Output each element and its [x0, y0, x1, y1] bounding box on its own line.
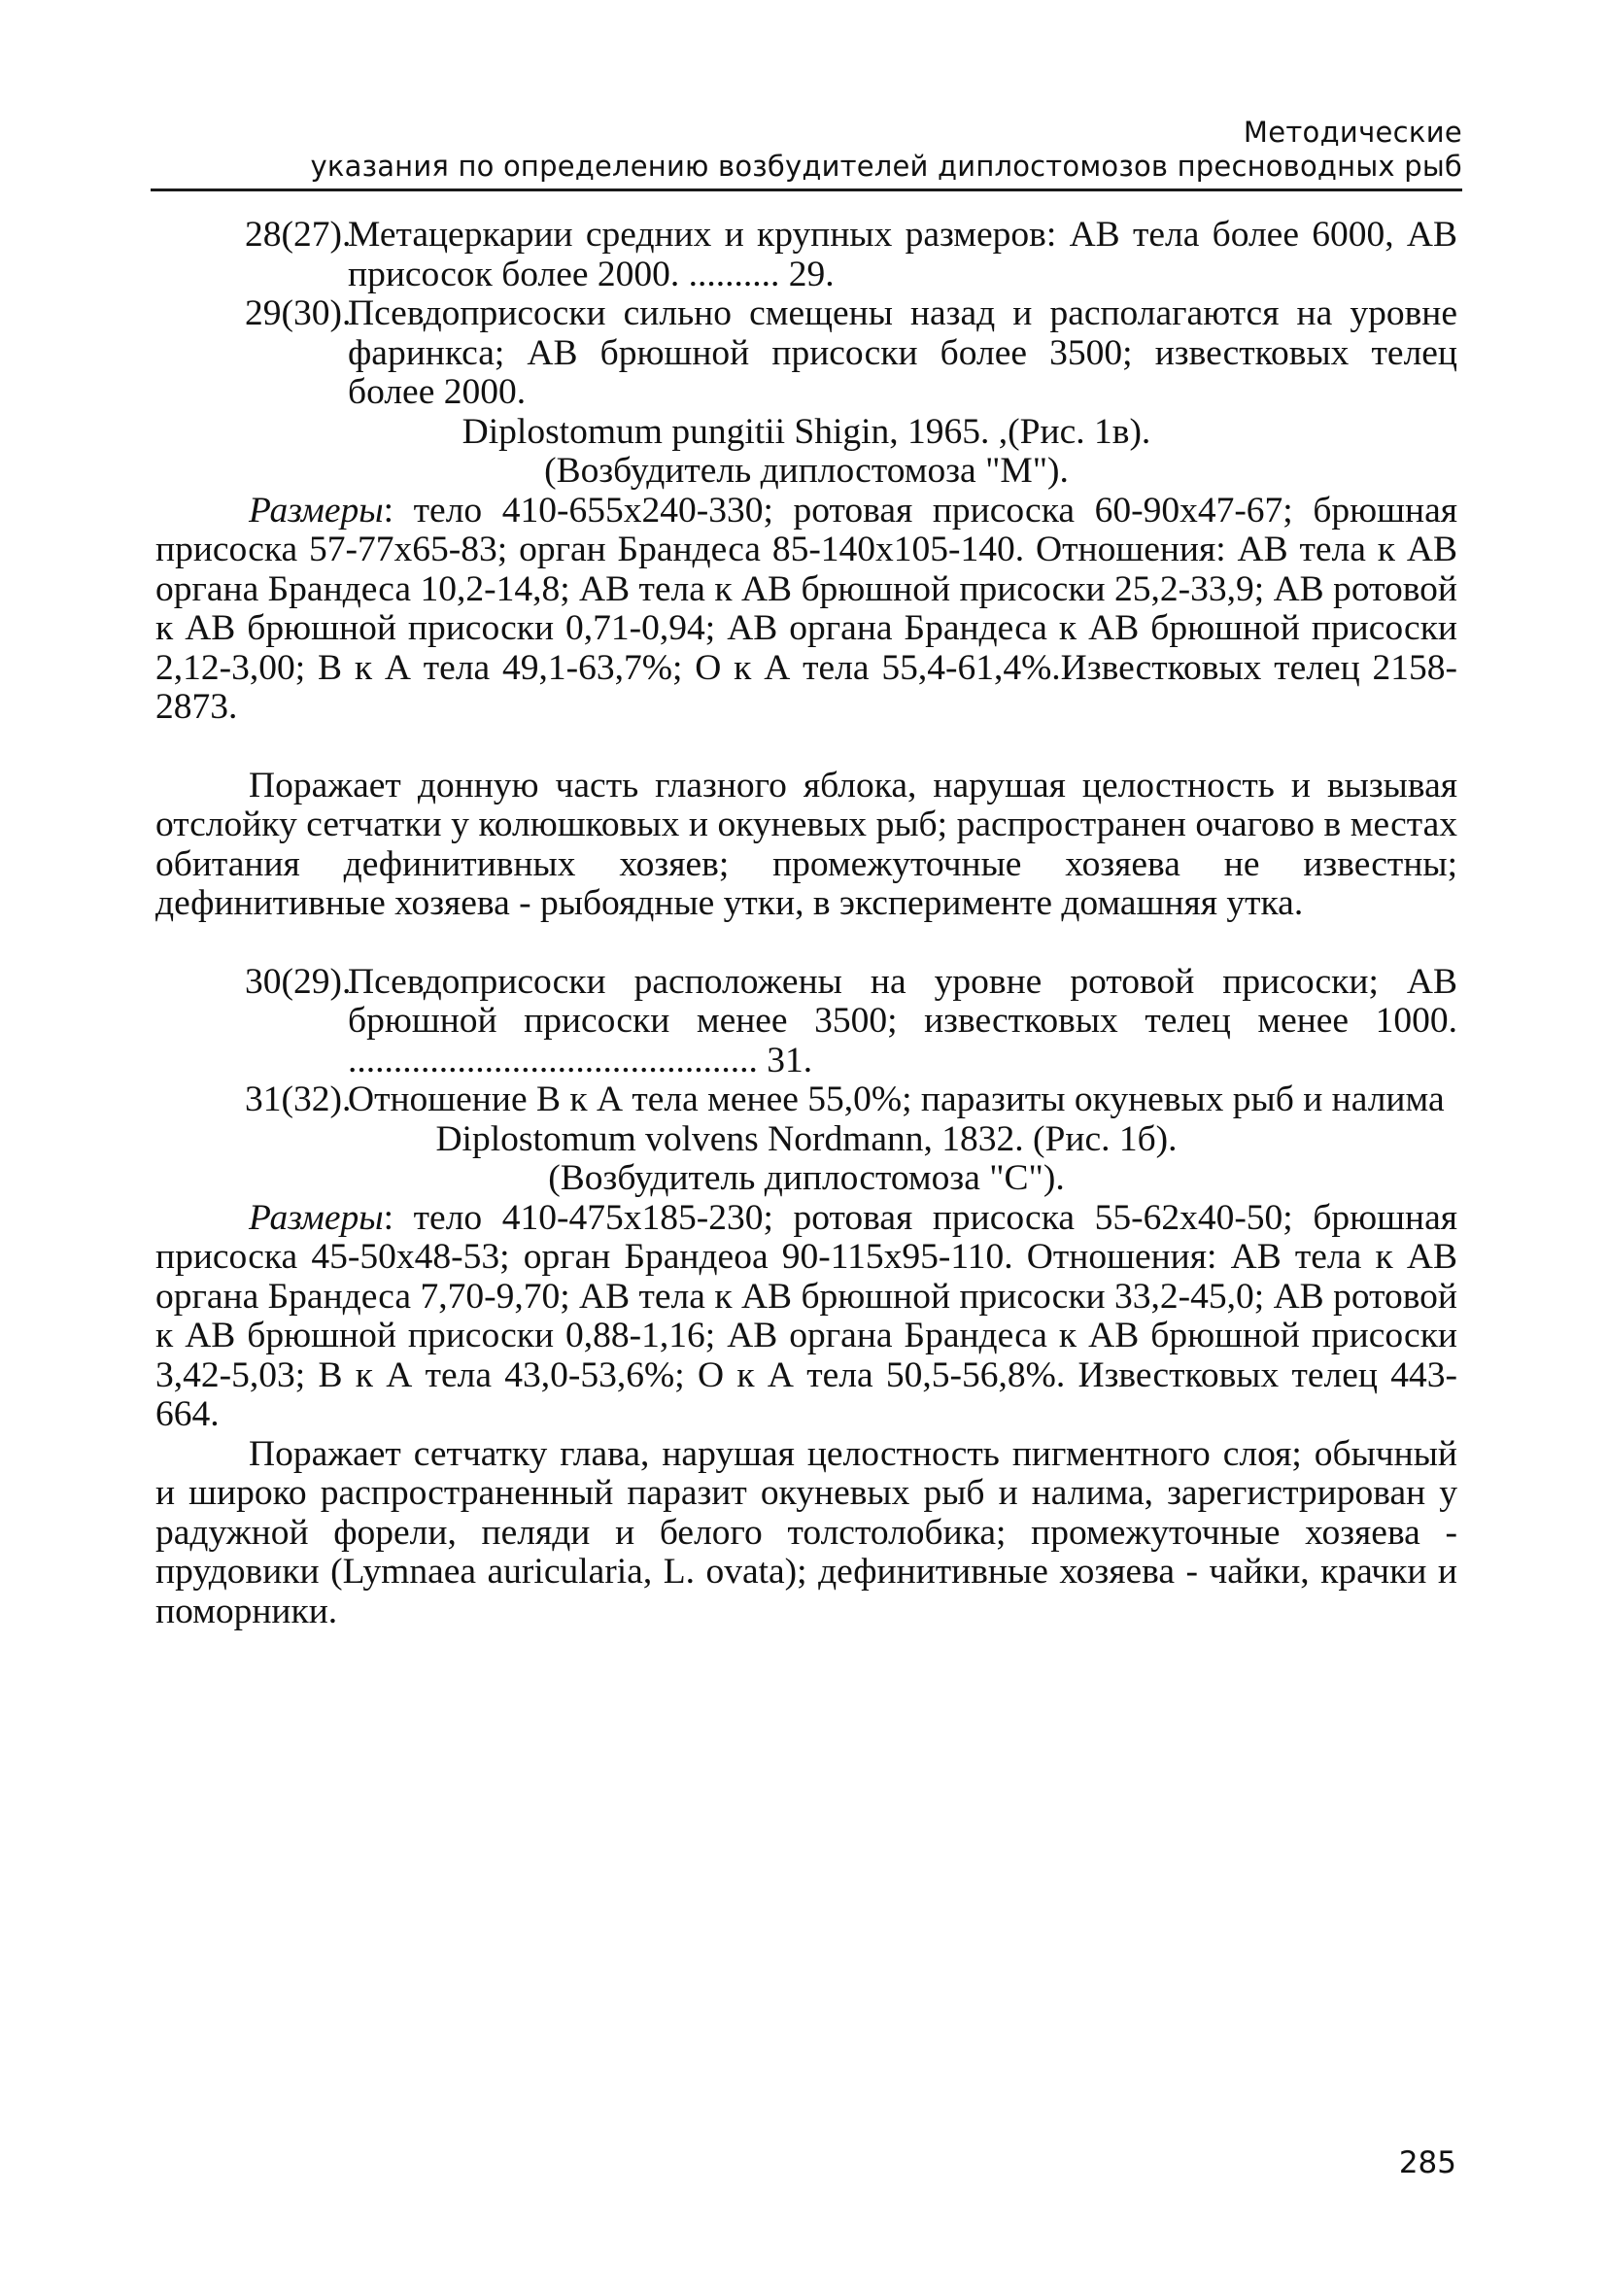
- key-entry-31: [155, 1080, 1457, 1120]
- running-header: [151, 115, 1462, 191]
- key-entry-29: [155, 294, 1457, 413]
- key-entry-text: Отношение В к А тела менее 55,0%; паразиты окуневых рыб и налима: [348, 1079, 1445, 1119]
- sizes-label: Размеры: [249, 1197, 384, 1238]
- header-line-1: Методические: [1243, 116, 1462, 149]
- page-number: 285: [1398, 2145, 1456, 2180]
- sizes-text: : тело 410-655х240-330; ротовая присоска 60-90х47-67; брюшная присоска 57-77х65-83; орган Брандеса 85-140х105-140. Отношения: АВ тела к АВ органа Брандеса 10,2-14,8; АВ тела к АВ брюшной присоски 25,2-33,9; АВ ротовой к АВ брюшной присоски 0,71-0,94; АВ органа Брандеса к АВ брюшной присоски 2,12-3,00; В к А тела 49,1-63,7%; О к А тела 55,4-61,4%.Известковых телец 2158-2873.: [155, 490, 1457, 727]
- sizes-paragraph-volvens: [155, 1199, 1457, 1435]
- key-entry-text: Метацеркарии средних и крупных размеров: АВ тела более 6000, АВ присосок более 2000. .......... 29.: [348, 215, 1457, 294]
- key-entry-number: 29(30).: [245, 293, 352, 333]
- species-name-volvens: Diplostomum volvens Nordmann, 1832. (Рис. 1б).: [435, 1118, 1178, 1159]
- page-body: [155, 216, 1457, 1631]
- sizes-paragraph-pungitii: [155, 492, 1457, 728]
- key-entry-number: 31(32).: [245, 1079, 352, 1119]
- key-entry-30: [155, 963, 1457, 1081]
- description-pungitii: Поражает донную часть глазного яблока, нарушая целостность и вызывая отслойку сетчатки у колюшковых и окуневых рыб; распространен очагово в местах обитания дефинитивных хозяев; промежуточные хозяева не известны; дефинитивные хозяева - рыбоядные утки, в эксперименте домашняя утка.: [155, 765, 1457, 923]
- key-entry-text: Псевдоприсоски расположены на уровне ротовой присоски; АВ брюшной присоски менее 3500; известковых телец менее 1000. ............................................. 31.: [348, 961, 1457, 1080]
- key-entry-number: 30(29).: [245, 961, 352, 1002]
- species-name-pungitii: Diplostomum pungitii Shigin, 1965. ,(Рис. 1в).: [462, 411, 1151, 452]
- sizes-label: Размеры: [249, 490, 384, 531]
- description-volvens: Поражает сетчатку глава, нарушая целостность пигментного слоя; обычный и широко распространенный паразит окуневых рыб и налима, зарегистрирован у радужной форели, пеляди и белого толстолобика; промежуточные хозяева - прудовики (Lymnaea auricularia, L. ovata); дефинитивные хозяева - чайки, крачки и поморники.: [155, 1433, 1457, 1631]
- key-entry-number: 28(27).: [245, 215, 352, 255]
- disease-name-c: (Возбудитель диплостомоза "С").: [548, 1158, 1065, 1198]
- key-entry-text: Псевдоприсоски сильно смещены назад и располагаются на уровне фаринкса; АВ брюшной присоски более 3500; известковых телец более 2000.: [348, 293, 1457, 412]
- disease-name-m: (Возбудитель диплостомоза "М").: [544, 451, 1069, 491]
- sizes-text: : тело 410-475х185-230; ротовая присоска 55-62х40-50; брюшная присоска 45-50х48-53; орган Брандеоа 90-115х95-110. Отношения: АВ тела к АВ органа Брандеса 7,70-9,70; АВ тела к АВ брюшной присоски 33,2-45,0; АВ ротовой к АВ брюшной присоски 0,88-1,16; АВ органа Брандеса к АВ брюшной присоски 3,42-5,03; В к А тела 43,0-53,6%; О к А тела 50,5-56,8%. Известковых телец 443-664.: [155, 1197, 1457, 1434]
- key-entry-28: [155, 216, 1457, 294]
- header-line-2: указания по определению возбудителей диплостомозов пресноводных рыб: [310, 150, 1462, 183]
